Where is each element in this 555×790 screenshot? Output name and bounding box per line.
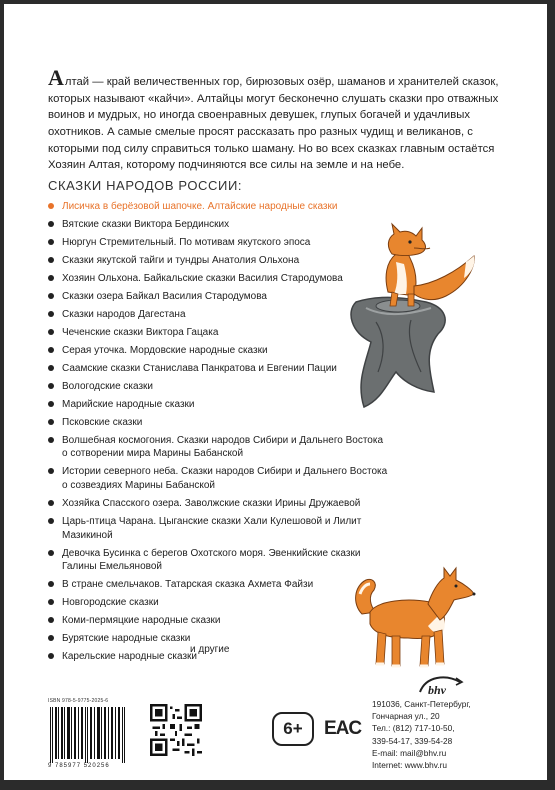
bullet-icon (48, 518, 54, 524)
bullet-icon (48, 635, 54, 641)
bullet-icon (48, 419, 54, 425)
list-item: Волшебная космогония. Сказки народов Сибири и Дальнего Востока о сотворении мира Марины Бабанской (48, 434, 388, 461)
list-item: Бурятские народные сказки (48, 632, 388, 646)
list-item: Марийские народные сказки (48, 398, 388, 412)
age-rating-badge: 6+ (272, 712, 314, 746)
list-item: Сказки народов Дагестана (48, 308, 388, 322)
back-cover (4, 4, 547, 780)
and-others-text: и другие (190, 644, 230, 655)
list-item: Вологодские сказки (48, 380, 388, 394)
bullet-icon (48, 500, 54, 506)
bullet-icon (48, 550, 54, 556)
bullet-icon (48, 293, 54, 299)
bullet-icon (48, 329, 54, 335)
isbn-text: ISBN 978-5-9775-2025-6 (48, 698, 109, 704)
list-item: Царь-птица Чарана. Цыганские сказки Хали Кулешовой и Лилит Мазикиной (48, 515, 388, 542)
bullet-icon (48, 468, 54, 474)
svg-text:bhv: bhv (428, 683, 446, 697)
bullet-icon (48, 239, 54, 245)
series-title: СКАЗКИ НАРОДОВ РОССИИ: (48, 178, 243, 193)
list-item: Карельские народные сказки (48, 650, 388, 664)
bullet-icon (48, 401, 54, 407)
barcode-number: 9 785977 520256 (48, 763, 110, 769)
list-item: Чеченские сказки Виктора Гацака (48, 326, 388, 340)
publisher-info (372, 698, 471, 771)
eac-mark: EAC (324, 718, 362, 739)
bullet-icon (48, 599, 54, 605)
fox-on-stump-illustration (326, 222, 486, 422)
list-item: Девочка Бусинка с берегов Охотского моря. Эвенкийские сказки Галины Емельяновой (48, 547, 388, 574)
list-item: Саамские сказки Станислава Панкратова и Евгении Пации (48, 362, 388, 376)
list-item: Истории северного неба. Сказки народов Сибири и Дальнего Востока о созвездиях Марины Бабанской (48, 465, 388, 492)
list-item: Новгородские сказки (48, 596, 388, 610)
list-item: Вятские сказки Виктора Бердинских (48, 218, 388, 232)
bullet-icon (48, 221, 54, 227)
list-item: Коми-пермяцкие народные сказки (48, 614, 388, 628)
list-item: Нюргун Стремительный. По мотивам якутского эпоса (48, 236, 388, 250)
bullet-icon (48, 383, 54, 389)
bullet-icon (48, 275, 54, 281)
publisher-address-line: Гончарная ул., 20 (372, 711, 440, 722)
intro-text: лтай — край величественных гор, бирюзовых озёр, шаманов и хранителей сказок, которых называют «кайчи». Алтайцы могут бесконечно слушать сказки про отважных воинов и мудрых, но иногда своенравных девушек, глупых богачей и удачливых охотников. А самые смелые просят рассказать про разных чудищ и великанов, с которыми под силу справиться только шаману. Но во всех сказках главным остаётся Хозяин Алтая, которому подчиняются все силы на земле и на небе. (48, 76, 499, 172)
list-item: Сказки якутской тайги и тундры Анатолия Ольхона (48, 254, 388, 268)
publisher-email[interactable]: E-mail: mail@bhv.ru (372, 747, 447, 758)
barcode-icon (48, 707, 128, 763)
bhv-logo-icon (416, 672, 468, 698)
qr-code-icon[interactable] (150, 704, 202, 756)
list-item: Серая уточка. Мордовские народные сказки (48, 344, 388, 358)
bullet-icon (48, 581, 54, 587)
bullet-icon (48, 311, 54, 317)
list-item: Хозяйка Спасского озера. Заволжские сказки Ирины Дружаевой (48, 497, 388, 511)
publisher-address-line: 191036, Санкт-Петербург, (372, 699, 471, 709)
bullet-icon (48, 203, 54, 209)
bullet-icon (48, 437, 54, 443)
list-item-current-book: Лисичка в берёзовой шапочке. Алтайские народные сказки (48, 200, 388, 214)
intro-paragraph (48, 65, 510, 174)
dog-illustration (348, 564, 478, 674)
publisher-phone-line: 339-54-17, 339-54-28 (372, 735, 453, 746)
bullet-icon (48, 617, 54, 623)
list-item: Псковские сказки (48, 416, 388, 430)
publisher-phone-line: Тел.: (812) 717-10-50, (372, 723, 455, 734)
bullet-icon (48, 347, 54, 353)
bullet-icon (48, 365, 54, 371)
publisher-website[interactable]: Internet: www.bhv.ru (372, 760, 448, 771)
bullet-icon (48, 257, 54, 263)
drop-cap: А (48, 65, 64, 91)
list-item: В стране смельчаков. Татарская сказка Ахмета Файзи (48, 578, 388, 592)
bullet-icon (48, 653, 54, 659)
list-item: Сказки озера Байкал Василия Стародумова (48, 290, 388, 304)
list-item: Хозяин Ольхона. Байкальские сказки Василия Стародумова (48, 272, 388, 286)
